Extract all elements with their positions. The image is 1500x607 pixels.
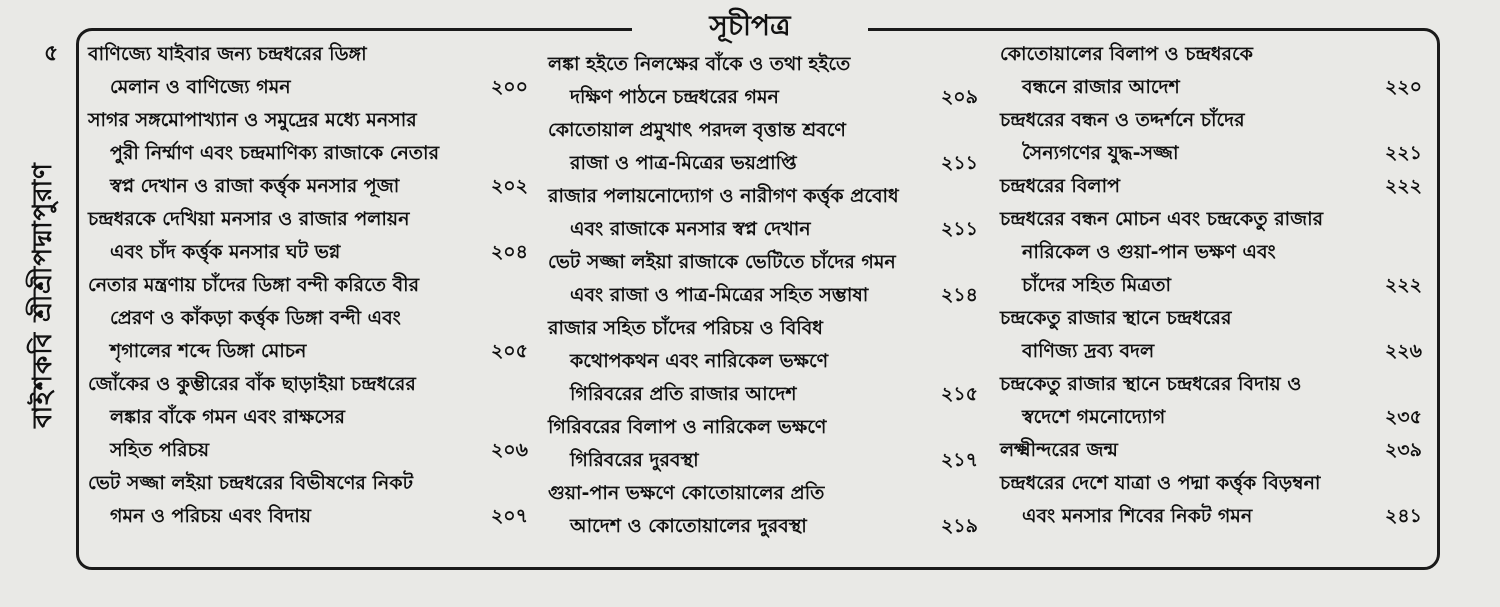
toc-entry-line bbox=[1000, 170, 1422, 203]
toc-entry bbox=[88, 368, 528, 467]
toc-page-number: ২০৯ bbox=[940, 86, 978, 108]
toc-page-number: ২১৯ bbox=[940, 515, 978, 537]
toc-page-number: ২২১ bbox=[1384, 142, 1422, 164]
toc-entry-text: নেতার মন্ত্রণায় চাঁদের ডিঙ্গা বন্দী করিতে বীর bbox=[88, 274, 420, 296]
toc-entry-text: এবং রাজা ও পাত্র-মিত্রের সহিত সম্ভাষা bbox=[570, 284, 869, 306]
toc-page-number: ২০৭ bbox=[490, 505, 528, 527]
toc-entry-line bbox=[548, 411, 978, 444]
toc-entry-line bbox=[88, 203, 528, 236]
toc-entry-text: চাঁদের সহিত মিত্রতা bbox=[1022, 274, 1171, 296]
toc-page-number: ২০২ bbox=[490, 175, 528, 197]
toc-page-number: ২২০ bbox=[1384, 76, 1422, 98]
toc-entry-line bbox=[88, 269, 528, 302]
toc-entry-line bbox=[548, 81, 978, 114]
toc-page-number: ২০০ bbox=[490, 76, 528, 98]
toc-page-number: ২০৬ bbox=[490, 439, 528, 461]
toc-entry-line bbox=[548, 246, 978, 279]
toc-entry-line bbox=[548, 312, 978, 345]
contents-column-3 bbox=[1000, 38, 1422, 533]
toc-entry-line bbox=[88, 500, 528, 533]
toc-entry-line bbox=[1000, 434, 1422, 467]
toc-entry-text: প্রেরণ ও কাঁকড়া কর্ত্তৃক ডিঙ্গা বন্দী এবং bbox=[110, 307, 401, 329]
toc-entry-text: রাজা ও পাত্র-মিত্রের ভয়প্রাপ্তি bbox=[570, 152, 797, 174]
toc-entry-text: চন্দ্রধরের বন্ধন মোচন এবং চন্দ্রকেতু রাজার bbox=[1000, 208, 1324, 230]
toc-entry-text: দক্ষিণ পাঠনে চন্দ্রধরের গমন bbox=[570, 86, 779, 108]
toc-entry bbox=[88, 104, 528, 203]
toc-entry-text: নারিকেল ও গুয়া-পান ভক্ষণ এবং bbox=[1022, 241, 1276, 263]
toc-entry-text: চন্দ্রকেতু রাজার স্থানে চন্দ্রধরের bbox=[1000, 307, 1232, 329]
toc-entry-text: গিরিবরের বিলাপ ও নারিকেল ভক্ষণে bbox=[548, 416, 827, 438]
toc-page-number: ২২২ bbox=[1384, 274, 1422, 296]
toc-page-number: ২১৫ bbox=[940, 383, 978, 405]
toc-entry-text: লক্ষ্মীন্দরের জন্ম bbox=[1000, 439, 1118, 461]
toc-entry-text: বন্ধনে রাজার আদেশ bbox=[1022, 76, 1180, 98]
toc-entry-text: গিরিবরের দুরবস্থা bbox=[570, 449, 699, 471]
toc-entry-line bbox=[1000, 368, 1422, 401]
toc-entry-line bbox=[88, 302, 528, 335]
toc-entry bbox=[1000, 170, 1422, 203]
toc-entry bbox=[1000, 302, 1422, 368]
toc-entry-line bbox=[88, 467, 528, 500]
toc-entry-line bbox=[548, 180, 978, 213]
toc-entry-line bbox=[1000, 71, 1422, 104]
toc-entry-line bbox=[88, 38, 528, 71]
toc-entry-line bbox=[548, 114, 978, 147]
toc-entry-line bbox=[1000, 500, 1422, 533]
toc-entry-line bbox=[548, 345, 978, 378]
toc-entry bbox=[548, 246, 978, 312]
toc-entry-text: সৈন্যগণের যুদ্ধ-সজ্জা bbox=[1022, 142, 1179, 164]
toc-entry-text: চন্দ্রধরকে দেখিয়া মনসার ও রাজার পলায়ন bbox=[88, 208, 410, 230]
contents-heading: সূচীপত্র bbox=[632, 4, 868, 51]
toc-entry bbox=[88, 269, 528, 368]
toc-entry bbox=[548, 180, 978, 246]
toc-entry-text: স্বপ্ন দেখান ও রাজা কর্ত্তৃক মনসার পূজা bbox=[110, 175, 400, 197]
toc-entry-line bbox=[1000, 236, 1422, 269]
toc-entry-line bbox=[548, 279, 978, 312]
toc-entry bbox=[1000, 368, 1422, 434]
toc-entry-text: কথোপকথন এবং নারিকেল ভক্ষণে bbox=[570, 350, 829, 372]
toc-entry-text: চন্দ্রধরের বিলাপ bbox=[1000, 175, 1120, 197]
toc-entry-line bbox=[1000, 302, 1422, 335]
toc-page-number: ২০৪ bbox=[490, 241, 528, 263]
toc-entry bbox=[548, 411, 978, 477]
toc-entry-line bbox=[88, 71, 528, 104]
toc-entry bbox=[1000, 434, 1422, 467]
toc-entry bbox=[88, 38, 528, 104]
toc-page-number: ২৩৫ bbox=[1384, 406, 1422, 428]
toc-entry-line bbox=[88, 137, 528, 170]
side-title-container bbox=[24, 130, 64, 460]
toc-page-number: ২১৪ bbox=[940, 284, 978, 306]
toc-entry-text: ভেট সজ্জা লইয়া রাজাকে ভেটিতে চাঁদের গমন bbox=[548, 251, 896, 273]
toc-page-number: ২৩৯ bbox=[1384, 439, 1422, 461]
toc-entry-text: পুরী নির্ম্মাণ এবং চন্দ্রমাণিক্য রাজাকে নেতার bbox=[110, 142, 440, 164]
book-side-title: বাইশকবি শ্রীশ্রীপদ্মাপুরাণ bbox=[28, 162, 59, 428]
toc-entry bbox=[88, 467, 528, 533]
toc-entry-text: চন্দ্রধরের বন্ধন ও তদ্দর্শনে চাঁদের bbox=[1000, 109, 1245, 131]
toc-page-number: ২১৭ bbox=[940, 449, 978, 471]
toc-entry-text: লঙ্কার বাঁকে গমন এবং রাক্ষসের bbox=[110, 406, 346, 428]
toc-entry-text: জোঁকের ও কুম্ভীরের বাঁক ছাড়াইয়া চন্দ্রধরের bbox=[88, 373, 416, 395]
toc-entry-text: চন্দ্রকেতু রাজার স্থানে চন্দ্রধরের বিদায় ও bbox=[1000, 373, 1302, 395]
toc-entry bbox=[1000, 104, 1422, 170]
toc-entry-line bbox=[1000, 335, 1422, 368]
toc-entry-line bbox=[88, 335, 528, 368]
toc-entry-line bbox=[1000, 203, 1422, 236]
toc-entry-text: চন্দ্রধরের দেশে যাত্রা ও পদ্মা কর্ত্তৃক বিড়ম্বনা bbox=[1000, 472, 1321, 494]
toc-entry bbox=[1000, 38, 1422, 104]
toc-entry-text: এবং চাঁদ কর্ত্তৃক মনসার ঘট ভগ্ন bbox=[110, 241, 341, 263]
toc-entry-line bbox=[548, 213, 978, 246]
toc-entry-line bbox=[1000, 467, 1422, 500]
toc-entry-text: গুয়া-পান ভক্ষণে কোতোয়ালের প্রতি bbox=[548, 482, 825, 504]
toc-entry-line bbox=[88, 170, 528, 203]
toc-entry bbox=[548, 312, 978, 411]
toc-entry-line bbox=[1000, 104, 1422, 137]
toc-entry-text: গমন ও পরিচয় এবং বিদায় bbox=[110, 505, 311, 527]
toc-entry-line bbox=[88, 236, 528, 269]
toc-entry-text: সহিত পরিচয় bbox=[110, 439, 210, 461]
toc-entry-line bbox=[1000, 401, 1422, 434]
contents-column-2 bbox=[548, 48, 978, 543]
toc-page-number: ২১১ bbox=[940, 218, 978, 240]
toc-entry-text: মেলান ও বাণিজ্যে গমন bbox=[110, 76, 291, 98]
toc-entry-line bbox=[88, 104, 528, 137]
toc-entry-line bbox=[548, 147, 978, 180]
toc-entry-line bbox=[88, 368, 528, 401]
toc-entry bbox=[548, 477, 978, 543]
toc-entry-line bbox=[88, 434, 528, 467]
toc-entry bbox=[1000, 203, 1422, 302]
toc-page-number: ২২৬ bbox=[1384, 340, 1422, 362]
toc-page-number: ২০৫ bbox=[490, 340, 528, 362]
toc-entry-line bbox=[548, 444, 978, 477]
toc-entry-text: বাণিজ্যে যাইবার জন্য চন্দ্রধরের ডিঙ্গা bbox=[88, 43, 367, 65]
toc-entry-text: বাণিজ্য দ্রব্য বদল bbox=[1022, 340, 1155, 362]
toc-entry-text: কোতোয়ালের বিলাপ ও চন্দ্রধরকে bbox=[1000, 43, 1253, 65]
toc-entry-text: এবং মনসার শিবের নিকট গমন bbox=[1022, 505, 1253, 527]
toc-entry bbox=[88, 203, 528, 269]
toc-entry-line bbox=[548, 510, 978, 543]
toc-entry-text: স্বদেশে গমনোদ্যোগ bbox=[1022, 406, 1166, 428]
toc-entry-text: এবং রাজাকে মনসার স্বপ্ন দেখান bbox=[570, 218, 811, 240]
toc-entry-text: সাগর সঙ্গমোপাখ্যান ও সমুদ্রের মধ্যে মনসার bbox=[88, 109, 417, 131]
toc-entry-line bbox=[1000, 38, 1422, 71]
toc-entry-line bbox=[88, 401, 528, 434]
toc-entry-line bbox=[548, 48, 978, 81]
toc-entry bbox=[1000, 467, 1422, 533]
toc-entry-text: ভেট সজ্জা লইয়া চন্দ্রধরের বিভীষণের নিকট bbox=[88, 472, 413, 494]
toc-entry-text: গিরিবরের প্রতি রাজার আদেশ bbox=[570, 383, 797, 405]
toc-entry-text: আদেশ ও কোতোয়ালের দুরবস্থা bbox=[570, 515, 807, 537]
toc-entry bbox=[548, 48, 978, 114]
toc-entry-line bbox=[548, 378, 978, 411]
toc-page-number: ২৪১ bbox=[1384, 505, 1422, 527]
toc-entry-text: শৃগালের শব্দে ডিঙ্গা মোচন bbox=[110, 340, 307, 362]
toc-entry-line bbox=[548, 477, 978, 510]
toc-entry-text: কোতোয়াল প্রমুখাৎ পরদল বৃত্তান্ত শ্রবণে bbox=[548, 119, 846, 141]
toc-entry-text: রাজার সহিত চাঁদের পরিচয় ও বিবিধ bbox=[548, 317, 823, 339]
contents-column-1 bbox=[88, 38, 528, 533]
toc-page-number: ২২২ bbox=[1384, 175, 1422, 197]
page-number: ৫ bbox=[44, 41, 59, 66]
toc-entry-text: রাজার পলায়নোদ্যোগ ও নারীগণ কর্ত্তৃক প্রবোধ bbox=[548, 185, 899, 207]
toc-page-number: ২১১ bbox=[940, 152, 978, 174]
toc-entry bbox=[548, 114, 978, 180]
toc-entry-text: লঙ্কা হইতে নিলক্ষের বাঁকে ও তথা হইতে bbox=[548, 53, 851, 75]
toc-entry-line bbox=[1000, 137, 1422, 170]
toc-entry-line bbox=[1000, 269, 1422, 302]
